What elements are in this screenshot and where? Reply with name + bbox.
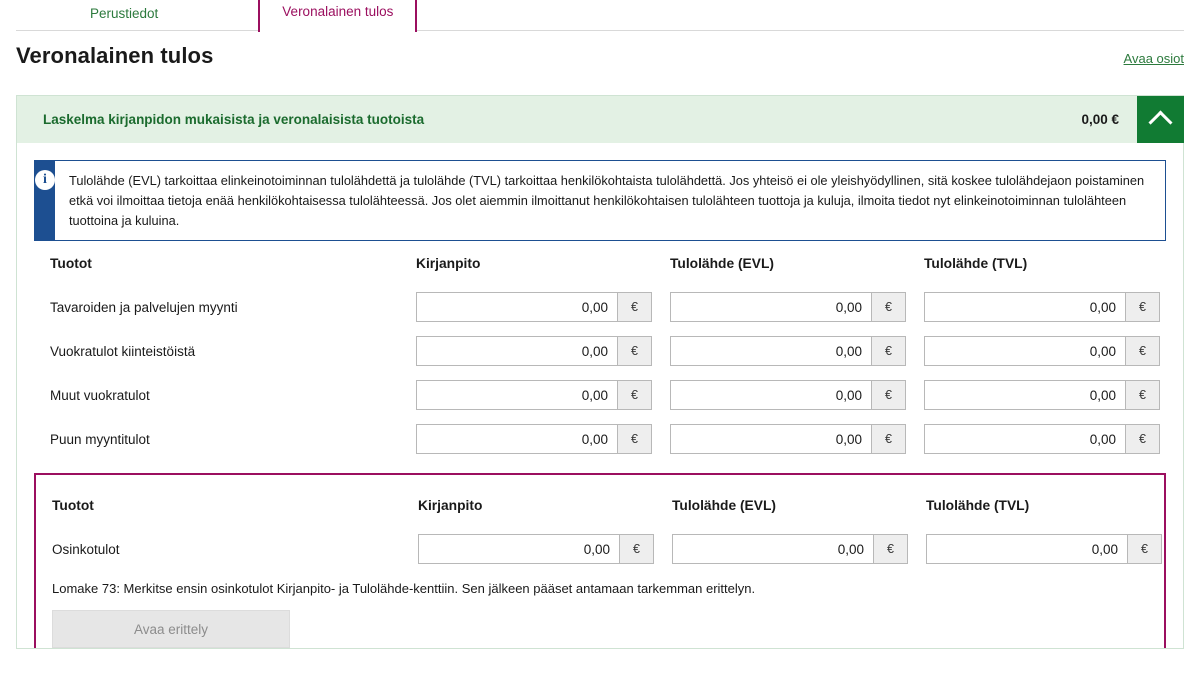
tvl-input[interactable] (925, 425, 1125, 453)
row-label: Osinkotulot (52, 541, 120, 557)
table-row (36, 527, 1164, 571)
amount-field[interactable] (924, 336, 1160, 366)
column-header-evl: Tulolähde (EVL) (670, 255, 774, 271)
column-header-evl: Tulolähde (EVL) (672, 497, 776, 513)
kirjanpito-input[interactable] (417, 381, 617, 409)
currency-unit: € (619, 535, 653, 563)
row-label: Vuokratulot kiinteistöistä (50, 343, 196, 359)
currency-unit: € (1127, 535, 1161, 563)
amount-field[interactable] (672, 534, 908, 564)
currency-unit: € (617, 381, 651, 409)
amount-field[interactable] (418, 534, 654, 564)
kirjanpito-input[interactable] (417, 337, 617, 365)
open-sections-link[interactable]: Avaa osiot (1123, 51, 1184, 66)
highlight-header-row (36, 483, 1164, 527)
column-header-tvl: Tulolähde (TVL) (924, 255, 1028, 271)
page-title: Veronalainen tulos (16, 43, 214, 68)
tab-bar (0, 0, 1200, 30)
amount-field[interactable] (416, 292, 652, 322)
table-row (34, 373, 1166, 417)
currency-unit: € (1125, 293, 1159, 321)
section-header-title: Laskelma kirjanpidon mukaisista ja veronalaisista tuotoista (43, 112, 425, 127)
cell-evl (670, 336, 924, 366)
amount-field[interactable] (924, 380, 1160, 410)
cell-kirjanpito (418, 534, 672, 564)
amount-field[interactable] (926, 534, 1162, 564)
currency-unit: € (617, 293, 651, 321)
kirjanpito-input[interactable] (419, 535, 619, 563)
amount-field[interactable] (670, 292, 906, 322)
cell-evl (670, 424, 924, 454)
column-header-tvl: Tulolähde (TVL) (926, 497, 1030, 513)
currency-unit: € (871, 337, 905, 365)
tab-veronalainen-tulos[interactable]: Veronalainen tulos (258, 0, 417, 32)
cell-kirjanpito (416, 424, 670, 454)
currency-unit: € (871, 425, 905, 453)
amount-field[interactable] (924, 424, 1160, 454)
cell-evl (670, 380, 924, 410)
cell-tvl (924, 380, 1178, 410)
amount-field[interactable] (924, 292, 1160, 322)
currency-unit: € (1125, 381, 1159, 409)
amount-field[interactable] (416, 424, 652, 454)
tab-perustiedot[interactable]: Perustiedot (76, 0, 172, 32)
cell-tvl (924, 424, 1178, 454)
cell-tvl (926, 534, 1180, 564)
amount-field[interactable] (670, 336, 906, 366)
osinkotulot-highlight-block (34, 473, 1166, 648)
column-header-kirjanpito: Kirjanpito (418, 497, 483, 513)
info-box (34, 160, 1166, 241)
evl-input[interactable] (671, 425, 871, 453)
table-row (34, 329, 1166, 373)
table-header-row (34, 241, 1166, 285)
tvl-input[interactable] (927, 535, 1127, 563)
row-label: Puun myyntitulot (50, 431, 150, 447)
row-label: Tavaroiden ja palvelujen myynti (50, 299, 238, 315)
title-row (16, 30, 1184, 79)
cell-kirjanpito (416, 292, 670, 322)
section-laskelma (16, 95, 1184, 649)
evl-input[interactable] (671, 293, 871, 321)
amount-field[interactable] (416, 336, 652, 366)
table-row (34, 417, 1166, 461)
osinkotulot-note: Lomake 73: Merkitse ensin osinkotulot Kirjanpito- ja Tulolähde-kenttiin. Sen jälkeen pääset antamaan tarkemman erittelyn. (52, 581, 756, 597)
amount-field[interactable] (670, 424, 906, 454)
column-header-tuotot: Tuotot (50, 255, 92, 271)
evl-input[interactable] (673, 535, 873, 563)
collapse-section-button[interactable] (1137, 96, 1184, 143)
kirjanpito-input[interactable] (417, 293, 617, 321)
avaa-erittely-button[interactable]: Avaa erittely (52, 610, 290, 648)
section-header-sum: 0,00 € (1081, 112, 1119, 127)
info-box-text: Tulolähde (EVL) tarkoittaa elinkeinotoiminnan tulolähdettä ja tulolähde (TVL) tarkoittaa henkilökohtaista tulolähdettä. Jos yhteisö ei ole yleishyödyllinen, sitä koskee tulolähdejaon poistaminen etkä voi ilmoittaa tietoja enää henkilökohtaisessa tulolähteessä. Jos olet aiemmin ilmoittanut henkilökohtaisen tulolähteen tuottoja ja kuluja, ilmoita tiedot nyt elinkeinotoiminnan tulolähteen tuottoina ja kuluina. (69, 173, 1145, 228)
currency-unit: € (873, 535, 907, 563)
table-row (34, 285, 1166, 329)
currency-unit: € (871, 293, 905, 321)
cell-kirjanpito (416, 336, 670, 366)
cell-tvl (924, 292, 1178, 322)
row-label: Muut vuokratulot (50, 387, 150, 403)
kirjanpito-input[interactable] (417, 425, 617, 453)
info-icon: i (35, 170, 55, 190)
amount-field[interactable] (670, 380, 906, 410)
section-header[interactable] (17, 96, 1183, 143)
tvl-input[interactable] (925, 293, 1125, 321)
evl-input[interactable] (671, 381, 871, 409)
chevron-up-icon (1148, 110, 1172, 134)
cell-evl (670, 292, 924, 322)
evl-input[interactable] (671, 337, 871, 365)
tvl-input[interactable] (925, 337, 1125, 365)
currency-unit: € (1125, 425, 1159, 453)
currency-unit: € (617, 425, 651, 453)
info-icon-container (35, 161, 55, 240)
tuotot-table (17, 241, 1183, 648)
cell-kirjanpito (416, 380, 670, 410)
tvl-input[interactable] (925, 381, 1125, 409)
section-body (17, 160, 1183, 648)
cell-tvl (924, 336, 1178, 366)
column-header-kirjanpito: Kirjanpito (416, 255, 481, 271)
currency-unit: € (617, 337, 651, 365)
currency-unit: € (1125, 337, 1159, 365)
amount-field[interactable] (416, 380, 652, 410)
currency-unit: € (871, 381, 905, 409)
column-header-tuotot: Tuotot (52, 497, 94, 513)
cell-evl (672, 534, 926, 564)
